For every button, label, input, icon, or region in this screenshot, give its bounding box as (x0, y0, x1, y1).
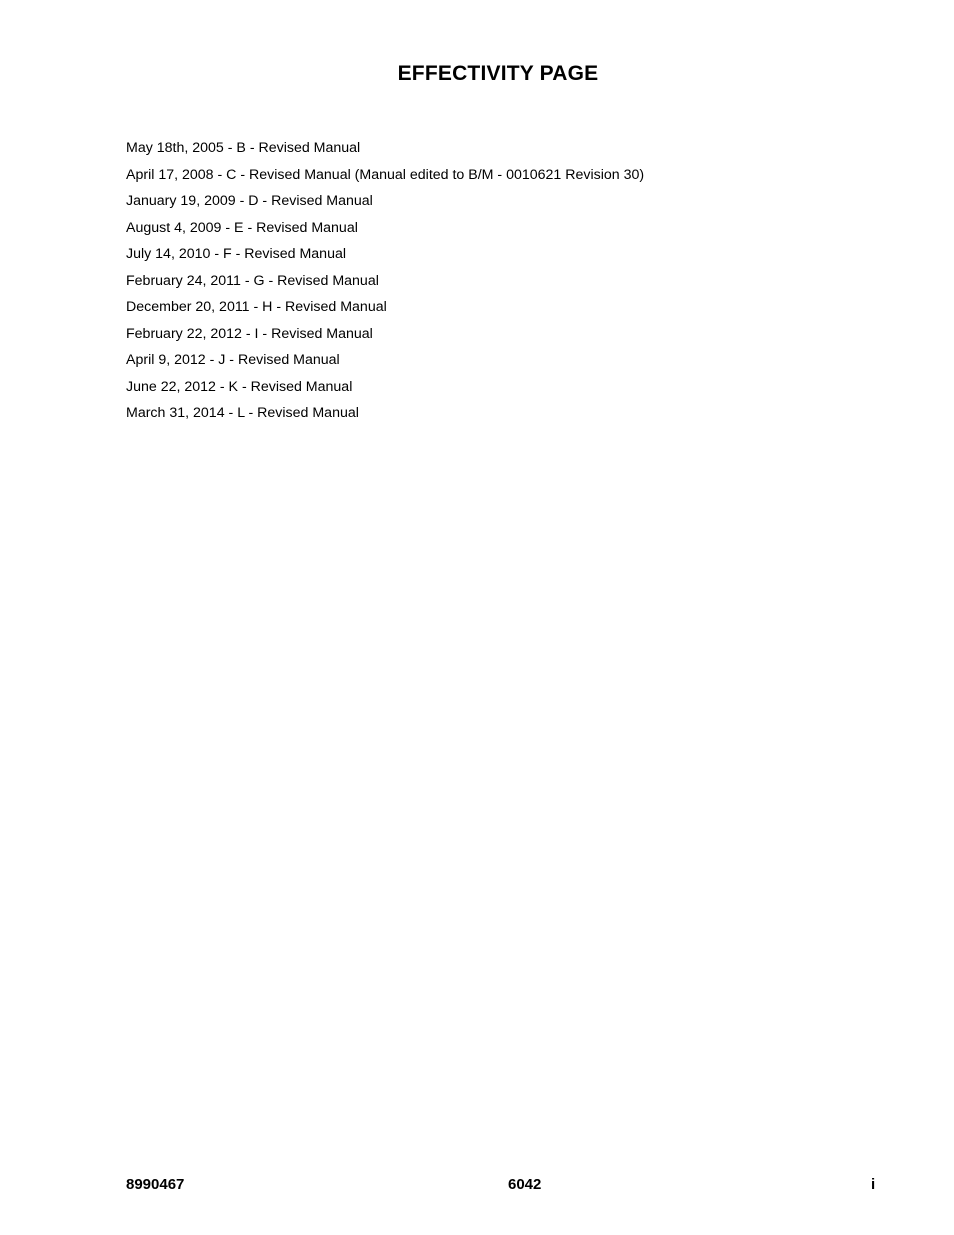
page-title: EFFECTIVITY PAGE (397, 62, 599, 85)
revision-entry: February 24, 2011 - G - Revised Manual (126, 272, 379, 289)
revision-entry: January 19, 2009 - D - Revised Manual (126, 193, 373, 209)
revision-entry: April 9, 2012 - J - Revised Manual (126, 352, 340, 368)
footer-page-number: i (871, 1176, 876, 1193)
footer-part-number: 8990467 (126, 1176, 185, 1193)
revision-entry: March 31, 2014 - L - Revised Manual (126, 405, 359, 421)
revision-entry: February 22, 2012 - I - Revised Manual (126, 325, 373, 342)
footer-model: 6042 (508, 1176, 542, 1193)
revision-list (126, 135, 644, 427)
revision-entry: December 20, 2011 - H - Revised Manual (126, 299, 387, 315)
revision-entry: May 18th, 2005 - B - Revised Manual (126, 140, 361, 156)
revision-entry: June 22, 2012 - K - Revised Manual (126, 378, 353, 395)
revision-entry: August 4, 2009 - E - Revised Manual (126, 219, 358, 236)
revision-entry: July 14, 2010 - F - Revised Manual (126, 246, 347, 262)
revision-entry: April 17, 2008 - C - Revised Manual (Manual edited to B/M - 0010621 Revision 30) (126, 166, 645, 183)
